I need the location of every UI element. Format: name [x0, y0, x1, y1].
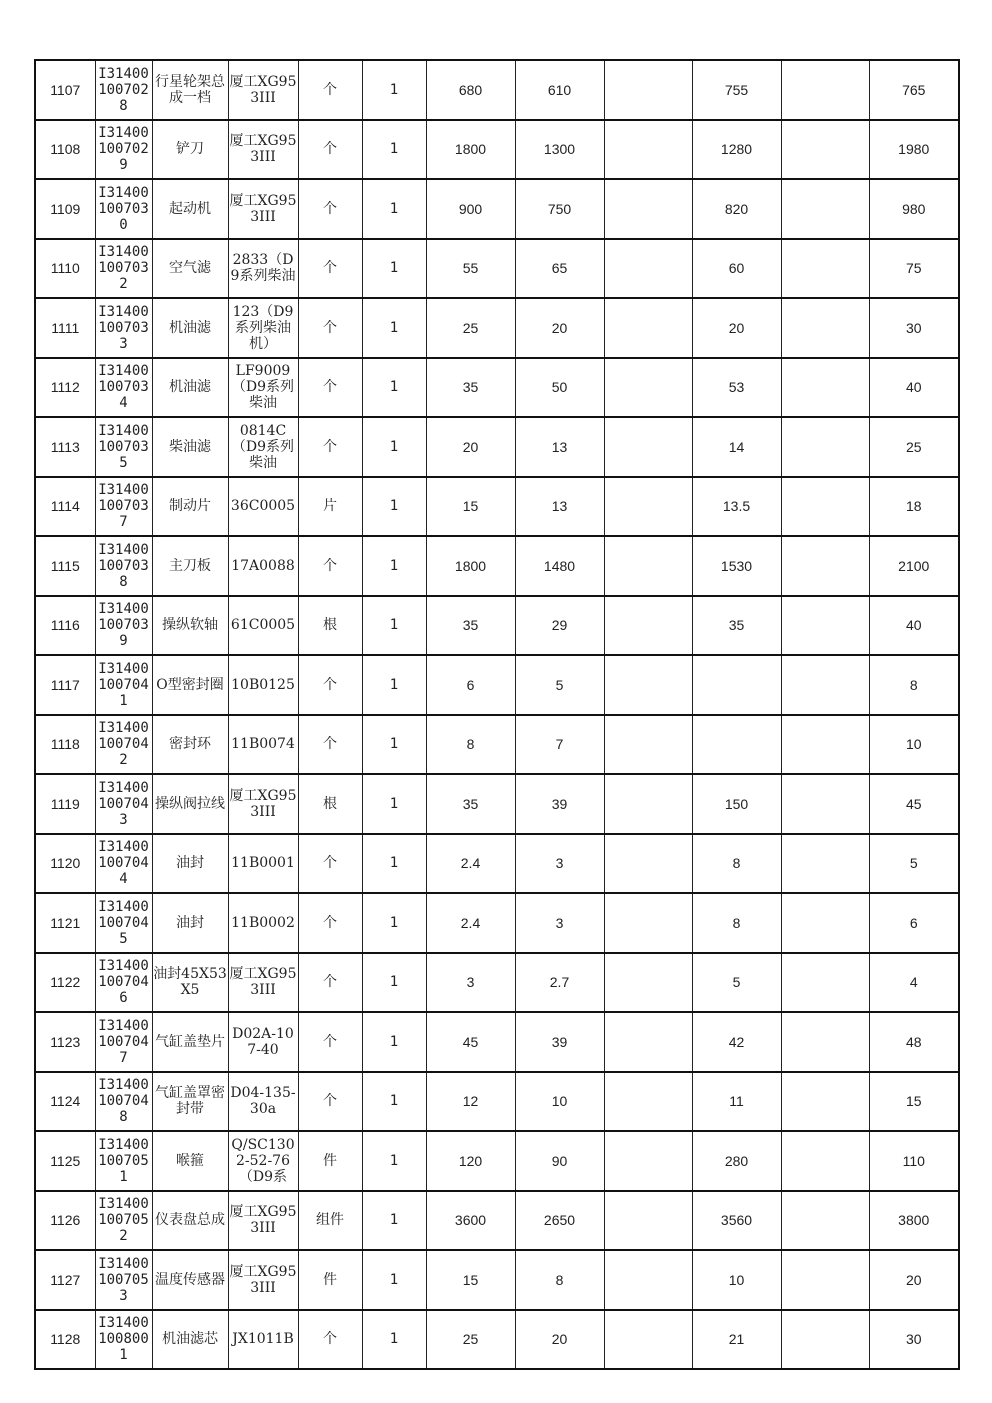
item-name: 铲刀	[152, 120, 228, 180]
row-number: 1118	[35, 715, 95, 775]
item-unit: 件	[298, 1131, 362, 1191]
item-unit: 个	[298, 715, 362, 775]
price-4: 20	[692, 298, 781, 358]
price-4: 10	[692, 1250, 781, 1310]
item-code: I314001007046	[95, 953, 152, 1013]
price-5	[781, 1310, 869, 1370]
item-quantity: 1	[362, 715, 426, 775]
item-quantity: 1	[362, 60, 426, 120]
price-4	[692, 715, 781, 775]
price-3	[604, 1131, 692, 1191]
price-5	[781, 477, 869, 537]
price-4: 13.5	[692, 477, 781, 537]
item-code: I314001007029	[95, 120, 152, 180]
item-unit: 个	[298, 1310, 362, 1370]
price-4: 1530	[692, 536, 781, 596]
item-code: I314001007038	[95, 536, 152, 596]
item-model: 厦工XG953III	[228, 1250, 298, 1310]
row-number: 1112	[35, 358, 95, 418]
item-unit: 个	[298, 893, 362, 953]
table-row	[35, 477, 959, 537]
price-6: 40	[869, 596, 959, 656]
price-6: 8	[869, 655, 959, 715]
item-model: 厦工XG953III	[228, 774, 298, 834]
price-4: 14	[692, 417, 781, 477]
item-quantity: 1	[362, 477, 426, 537]
item-name: 起动机	[152, 179, 228, 239]
row-number: 1107	[35, 60, 95, 120]
item-model: 17A0088	[228, 536, 298, 596]
item-quantity: 1	[362, 834, 426, 894]
item-name: 操纵软轴	[152, 596, 228, 656]
price-4: 35	[692, 596, 781, 656]
item-code: I314001007032	[95, 239, 152, 299]
price-4: 53	[692, 358, 781, 418]
item-quantity: 1	[362, 1310, 426, 1370]
item-name: O型密封圈	[152, 655, 228, 715]
price-4: 820	[692, 179, 781, 239]
item-model: 2833（D9系列柴油	[228, 239, 298, 299]
item-unit: 个	[298, 358, 362, 418]
price-1: 15	[426, 1250, 515, 1310]
item-unit: 个	[298, 60, 362, 120]
item-code: I314001007028	[95, 60, 152, 120]
item-model: 厦工XG953III	[228, 120, 298, 180]
price-3	[604, 298, 692, 358]
item-quantity: 1	[362, 1250, 426, 1310]
price-3	[604, 179, 692, 239]
item-unit: 个	[298, 417, 362, 477]
item-code: I314001007048	[95, 1072, 152, 1132]
item-model: D04-135-30a	[228, 1072, 298, 1132]
price-3	[604, 120, 692, 180]
row-number: 1115	[35, 536, 95, 596]
price-1: 55	[426, 239, 515, 299]
price-2: 20	[515, 1310, 604, 1370]
price-6: 20	[869, 1250, 959, 1310]
row-number: 1110	[35, 239, 95, 299]
price-1: 25	[426, 298, 515, 358]
price-3	[604, 239, 692, 299]
price-5	[781, 1072, 869, 1132]
price-2: 2650	[515, 1191, 604, 1251]
price-5	[781, 1012, 869, 1072]
price-5	[781, 536, 869, 596]
price-5	[781, 953, 869, 1013]
row-number: 1121	[35, 893, 95, 953]
item-code: I314001007039	[95, 596, 152, 656]
item-model: 61C0005	[228, 596, 298, 656]
price-2: 8	[515, 1250, 604, 1310]
price-3	[604, 417, 692, 477]
table-row	[35, 179, 959, 239]
item-unit: 组件	[298, 1191, 362, 1251]
price-6: 765	[869, 60, 959, 120]
price-6: 980	[869, 179, 959, 239]
table-row	[35, 1012, 959, 1072]
price-3	[604, 893, 692, 953]
item-name: 柴油滤	[152, 417, 228, 477]
price-3	[604, 60, 692, 120]
row-number: 1113	[35, 417, 95, 477]
price-6: 10	[869, 715, 959, 775]
item-unit: 根	[298, 596, 362, 656]
price-4: 60	[692, 239, 781, 299]
row-number: 1109	[35, 179, 95, 239]
price-5	[781, 893, 869, 953]
item-name: 仪表盘总成	[152, 1191, 228, 1251]
item-model: 厦工XG953III	[228, 953, 298, 1013]
price-1: 35	[426, 774, 515, 834]
table-row	[35, 655, 959, 715]
table-row	[35, 1072, 959, 1132]
price-3	[604, 1310, 692, 1370]
price-6: 30	[869, 1310, 959, 1370]
table-row	[35, 596, 959, 656]
table-row	[35, 298, 959, 358]
table-row	[35, 1191, 959, 1251]
table-row	[35, 715, 959, 775]
price-6: 3800	[869, 1191, 959, 1251]
price-1: 1800	[426, 536, 515, 596]
price-5	[781, 120, 869, 180]
price-4: 280	[692, 1131, 781, 1191]
item-code: I314001007030	[95, 179, 152, 239]
item-code: I314001007033	[95, 298, 152, 358]
item-code: I314001007034	[95, 358, 152, 418]
price-2: 1300	[515, 120, 604, 180]
item-model: LF9009（D9系列柴油	[228, 358, 298, 418]
table-row	[35, 120, 959, 180]
price-1: 35	[426, 358, 515, 418]
table-row	[35, 953, 959, 1013]
item-quantity: 1	[362, 655, 426, 715]
price-1: 25	[426, 1310, 515, 1370]
price-2: 39	[515, 1012, 604, 1072]
price-5	[781, 774, 869, 834]
row-number: 1125	[35, 1131, 95, 1191]
item-model: Q/SC1302-52-76（D9系	[228, 1131, 298, 1191]
price-1: 2.4	[426, 834, 515, 894]
row-number: 1123	[35, 1012, 95, 1072]
price-6: 18	[869, 477, 959, 537]
price-6: 45	[869, 774, 959, 834]
item-name: 主刀板	[152, 536, 228, 596]
price-2: 750	[515, 179, 604, 239]
item-model: 11B0002	[228, 893, 298, 953]
table-row	[35, 536, 959, 596]
item-code: I314001008001	[95, 1310, 152, 1370]
price-5	[781, 60, 869, 120]
price-2: 20	[515, 298, 604, 358]
row-number: 1116	[35, 596, 95, 656]
price-5	[781, 834, 869, 894]
price-4: 3560	[692, 1191, 781, 1251]
price-1: 35	[426, 596, 515, 656]
item-code: I314001007043	[95, 774, 152, 834]
item-quantity: 1	[362, 536, 426, 596]
item-model: 11B0001	[228, 834, 298, 894]
item-name: 温度传感器	[152, 1250, 228, 1310]
row-number: 1126	[35, 1191, 95, 1251]
price-6: 48	[869, 1012, 959, 1072]
price-4: 755	[692, 60, 781, 120]
price-4: 8	[692, 893, 781, 953]
item-quantity: 1	[362, 239, 426, 299]
item-unit: 片	[298, 477, 362, 537]
item-name: 喉箍	[152, 1131, 228, 1191]
price-6: 15	[869, 1072, 959, 1132]
table-row	[35, 774, 959, 834]
row-number: 1124	[35, 1072, 95, 1132]
item-name: 机油滤	[152, 358, 228, 418]
price-4: 1280	[692, 120, 781, 180]
price-2: 29	[515, 596, 604, 656]
price-2: 2.7	[515, 953, 604, 1013]
item-name: 空气滤	[152, 239, 228, 299]
price-6: 40	[869, 358, 959, 418]
item-name: 油封	[152, 893, 228, 953]
item-quantity: 1	[362, 596, 426, 656]
item-name: 气缸盖罩密封带	[152, 1072, 228, 1132]
price-6: 6	[869, 893, 959, 953]
price-3	[604, 358, 692, 418]
price-5	[781, 1191, 869, 1251]
item-name: 操纵阀拉线	[152, 774, 228, 834]
item-unit: 个	[298, 120, 362, 180]
item-unit: 个	[298, 298, 362, 358]
price-4: 150	[692, 774, 781, 834]
item-model: 厦工XG953III	[228, 179, 298, 239]
price-2: 13	[515, 477, 604, 537]
item-model: 36C0005	[228, 477, 298, 537]
table-row	[35, 1250, 959, 1310]
price-5	[781, 417, 869, 477]
item-name: 油封45X53X5	[152, 953, 228, 1013]
price-2: 3	[515, 834, 604, 894]
price-2: 50	[515, 358, 604, 418]
item-name: 油封	[152, 834, 228, 894]
row-number: 1108	[35, 120, 95, 180]
item-model: 10B0125	[228, 655, 298, 715]
item-quantity: 1	[362, 120, 426, 180]
item-unit: 个	[298, 179, 362, 239]
row-number: 1119	[35, 774, 95, 834]
price-3	[604, 715, 692, 775]
price-2: 1480	[515, 536, 604, 596]
table-body	[35, 60, 959, 1369]
table-row	[35, 417, 959, 477]
price-5	[781, 596, 869, 656]
price-2: 39	[515, 774, 604, 834]
price-1: 12	[426, 1072, 515, 1132]
price-4: 21	[692, 1310, 781, 1370]
price-2: 65	[515, 239, 604, 299]
item-model: D02A-107-40	[228, 1012, 298, 1072]
item-unit: 个	[298, 239, 362, 299]
price-6: 110	[869, 1131, 959, 1191]
item-model: 11B0074	[228, 715, 298, 775]
table-row	[35, 60, 959, 120]
price-3	[604, 536, 692, 596]
price-1: 45	[426, 1012, 515, 1072]
price-1: 3	[426, 953, 515, 1013]
price-4: 8	[692, 834, 781, 894]
price-5	[781, 715, 869, 775]
price-1: 680	[426, 60, 515, 120]
price-3	[604, 1250, 692, 1310]
parts-price-table	[34, 59, 960, 1370]
item-unit: 件	[298, 1250, 362, 1310]
table-row	[35, 358, 959, 418]
item-quantity: 1	[362, 774, 426, 834]
price-5	[781, 655, 869, 715]
price-6: 4	[869, 953, 959, 1013]
item-code: I314001007045	[95, 893, 152, 953]
item-unit: 根	[298, 774, 362, 834]
price-1: 1800	[426, 120, 515, 180]
price-2: 90	[515, 1131, 604, 1191]
price-1: 120	[426, 1131, 515, 1191]
item-model: JX1011B	[228, 1310, 298, 1370]
item-name: 制动片	[152, 477, 228, 537]
price-2: 10	[515, 1072, 604, 1132]
item-name: 行星轮架总成一档	[152, 60, 228, 120]
price-2: 3	[515, 893, 604, 953]
item-quantity: 1	[362, 893, 426, 953]
row-number: 1114	[35, 477, 95, 537]
item-code: I314001007047	[95, 1012, 152, 1072]
price-2: 7	[515, 715, 604, 775]
price-3	[604, 1072, 692, 1132]
price-1: 900	[426, 179, 515, 239]
item-name: 密封环	[152, 715, 228, 775]
item-unit: 个	[298, 953, 362, 1013]
price-3	[604, 953, 692, 1013]
price-1: 20	[426, 417, 515, 477]
row-number: 1127	[35, 1250, 95, 1310]
price-2: 5	[515, 655, 604, 715]
row-number: 1128	[35, 1310, 95, 1370]
item-name: 机油滤	[152, 298, 228, 358]
price-1: 8	[426, 715, 515, 775]
item-code: I314001007041	[95, 655, 152, 715]
price-6: 5	[869, 834, 959, 894]
item-unit: 个	[298, 1072, 362, 1132]
item-code: I314001007052	[95, 1191, 152, 1251]
price-4	[692, 655, 781, 715]
item-quantity: 1	[362, 179, 426, 239]
table-row	[35, 1310, 959, 1370]
item-code: I314001007053	[95, 1250, 152, 1310]
table-row	[35, 834, 959, 894]
price-3	[604, 477, 692, 537]
item-quantity: 1	[362, 1131, 426, 1191]
price-6: 25	[869, 417, 959, 477]
table-row	[35, 1131, 959, 1191]
item-name: 机油滤芯	[152, 1310, 228, 1370]
table-row	[35, 239, 959, 299]
price-5	[781, 358, 869, 418]
price-3	[604, 655, 692, 715]
item-quantity: 1	[362, 1012, 426, 1072]
item-code: I314001007042	[95, 715, 152, 775]
row-number: 1111	[35, 298, 95, 358]
price-6: 30	[869, 298, 959, 358]
price-1: 15	[426, 477, 515, 537]
item-quantity: 1	[362, 358, 426, 418]
price-6: 2100	[869, 536, 959, 596]
price-1: 6	[426, 655, 515, 715]
price-4: 5	[692, 953, 781, 1013]
price-2: 610	[515, 60, 604, 120]
price-6: 75	[869, 239, 959, 299]
item-quantity: 1	[362, 417, 426, 477]
price-5	[781, 239, 869, 299]
item-quantity: 1	[362, 1191, 426, 1251]
item-model: 0814C（D9系列柴油	[228, 417, 298, 477]
item-unit: 个	[298, 1012, 362, 1072]
table-row	[35, 893, 959, 953]
price-3	[604, 1012, 692, 1072]
row-number: 1120	[35, 834, 95, 894]
price-1: 3600	[426, 1191, 515, 1251]
price-1: 2.4	[426, 893, 515, 953]
item-quantity: 1	[362, 298, 426, 358]
price-5	[781, 179, 869, 239]
row-number: 1122	[35, 953, 95, 1013]
item-model: 厦工XG953III	[228, 1191, 298, 1251]
row-number: 1117	[35, 655, 95, 715]
price-6: 1980	[869, 120, 959, 180]
price-2: 13	[515, 417, 604, 477]
price-5	[781, 298, 869, 358]
price-5	[781, 1250, 869, 1310]
item-quantity: 1	[362, 1072, 426, 1132]
price-3	[604, 834, 692, 894]
price-3	[604, 774, 692, 834]
item-code: I314001007037	[95, 477, 152, 537]
item-model: 厦工XG953III	[228, 60, 298, 120]
item-name: 气缸盖垫片	[152, 1012, 228, 1072]
price-5	[781, 1131, 869, 1191]
item-code: I314001007051	[95, 1131, 152, 1191]
price-4: 42	[692, 1012, 781, 1072]
item-unit: 个	[298, 834, 362, 894]
item-code: I314001007035	[95, 417, 152, 477]
item-unit: 个	[298, 655, 362, 715]
item-model: 123（D9系列柴油机）	[228, 298, 298, 358]
price-3	[604, 596, 692, 656]
item-unit: 个	[298, 536, 362, 596]
price-4: 11	[692, 1072, 781, 1132]
price-3	[604, 1191, 692, 1251]
item-quantity: 1	[362, 953, 426, 1013]
item-code: I314001007044	[95, 834, 152, 894]
